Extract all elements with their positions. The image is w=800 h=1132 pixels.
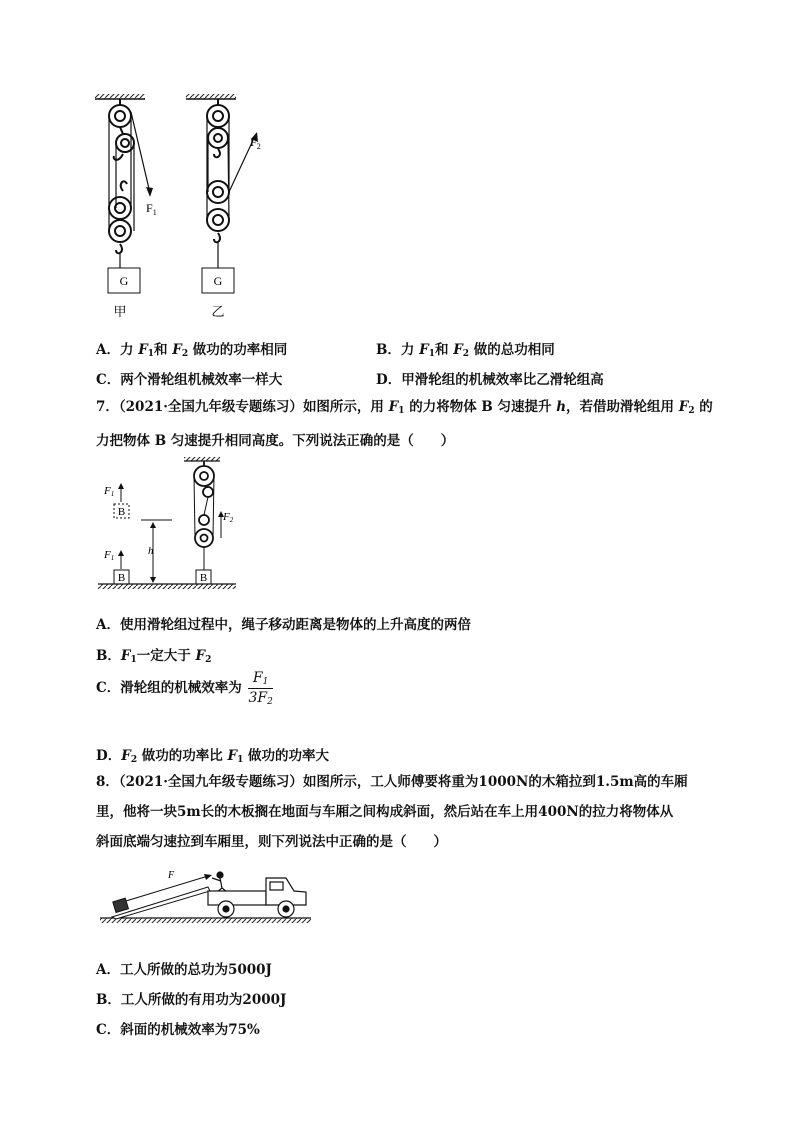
efficiency-fraction: $\frac{F_1}{3F_2}$ bbox=[248, 670, 273, 707]
caption-yi: 乙 bbox=[211, 304, 225, 319]
caption-jia: 甲 bbox=[113, 304, 127, 319]
fig2-f1-bottom: F1 bbox=[104, 549, 115, 562]
pulley-figure-2 bbox=[96, 456, 246, 590]
fig2-box-top: B bbox=[117, 506, 126, 518]
fig2-f1-top: F1 bbox=[104, 485, 115, 498]
label-f1: $F_1$ bbox=[146, 201, 157, 217]
fig2-box-right: B bbox=[199, 572, 208, 584]
box-g-right: G bbox=[213, 274, 223, 288]
q7-option-b[interactable]: B．$F_1$一定大于 $F_2$ bbox=[96, 648, 212, 665]
q7-stem: 7．（2021·全国九年级专题练习）如图所示，用 $F_1$ 的力将物体 B 匀速提升 h，若借助滑轮组用 $F_2$ 的 力把物体 B 匀速提升相同高度。下列说法正确的是（ ） bbox=[96, 399, 713, 449]
q8-stem: 8．（2021·全国九年级专题练习）如图所示，工人师傅要将重为1000N的木箱拉到1.5m高的车厢 里，他将一块5m长的木板搁在地面与车厢之间构成斜面，然后站在车上用400N的拉力将物体从 斜面底端匀速拉到车厢里，则下列说法中正确的是（ ） bbox=[96, 774, 688, 850]
fig2-h: h bbox=[148, 545, 154, 557]
q8-option-a[interactable]: A．工人所做的总功为5000J bbox=[96, 962, 272, 978]
q7-option-a[interactable]: A．使用滑轮组过程中，绳子移动距离是物体的上升高度的两倍 bbox=[96, 617, 471, 633]
incline-truck-figure bbox=[96, 864, 316, 928]
fig2-f2: F2 bbox=[223, 511, 234, 524]
q6-option-c[interactable]: C．两个滑轮组机械效率一样大 bbox=[96, 372, 283, 388]
q8-option-c[interactable]: C．斜面的机械效率为75% bbox=[96, 1022, 260, 1038]
box-g-left: G bbox=[119, 274, 129, 288]
q8-option-b[interactable]: B．工人所做的有用功为2000J bbox=[96, 992, 287, 1008]
q6-option-b[interactable]: B．力 $F_1$和 $F_2$ 做的总功相同 bbox=[376, 342, 555, 359]
q6-option-a[interactable]: A．力 $F_1$和 $F_2$ 做功的功率相同 bbox=[96, 342, 288, 359]
pulley-figure-1 bbox=[90, 88, 270, 328]
q6-option-d[interactable]: D．甲滑轮组的机械效率比乙滑轮组高 bbox=[376, 372, 604, 388]
q7-option-d[interactable]: D．$F_2$ 做功的功率比 $F_1$ 做功的功率大 bbox=[96, 748, 330, 765]
incline-force-label: F bbox=[168, 870, 175, 881]
label-f2: $F_2$ bbox=[250, 135, 261, 151]
q7-option-c[interactable]: C．滑轮组的机械效率为 $\frac{F_1}{3F_2}$ bbox=[96, 670, 273, 707]
fig2-box-bottom: B bbox=[117, 572, 126, 584]
